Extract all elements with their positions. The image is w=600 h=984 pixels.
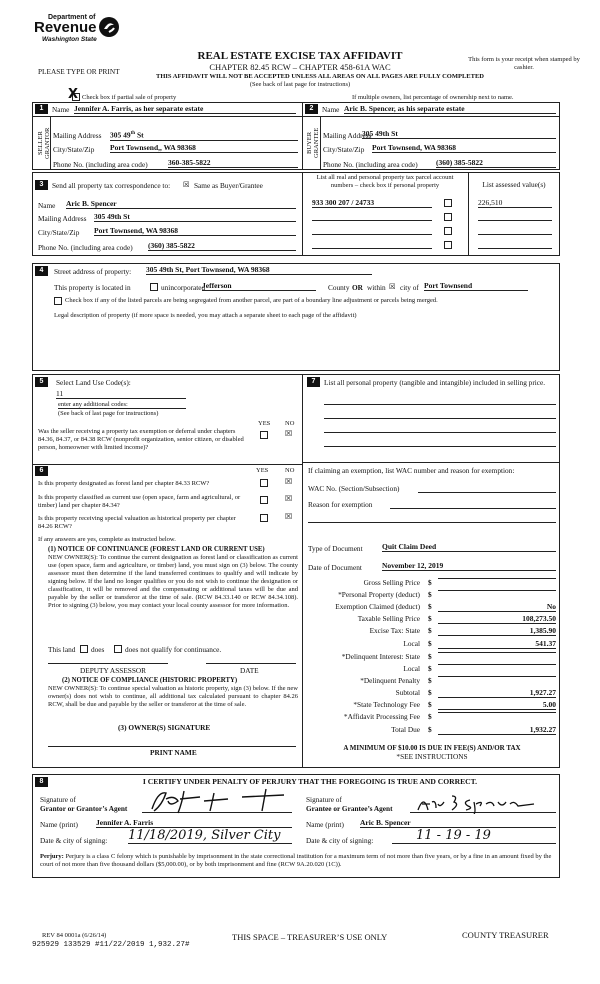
or-label: OR [352,283,363,292]
amounts-table [304,578,556,738]
amount-value [438,590,556,591]
forest-yes-checkbox[interactable] [260,479,268,487]
unincorporated-checkbox[interactable] [150,283,158,291]
county-label: County [328,283,350,292]
warning-text: THIS AFFIDAVIT WILL NOT BE ACCEPTED UNLESS ALL AREAS ON ALL PAGES ARE FULLY COMPLETED [156,73,484,80]
section-1-number: 1 [35,104,48,114]
grantor-date-label: Date & city of signing: [40,836,108,845]
tax-city: Port Townsend, WA 98368 [94,226,296,236]
land-use-code: 11 [56,389,186,399]
notice-compliance-title: (2) NOTICE OF COMPLIANCE (HISTORIC PROPERTY) [62,677,238,684]
seller-phone: 360-385-5822 [168,158,298,168]
claim-exemption-label: If claiming an exemption, list WAC number and reason for exemption: [308,466,515,475]
s5-yes-header: YES [258,420,271,427]
tax-city-label: City/State/Zip [38,228,80,237]
parcel-1-checkbox[interactable] [444,199,452,207]
amount-label: Local [403,639,420,648]
tax-mail-label: Mailing Address [38,214,87,223]
amount-value: 1,385.90 [438,626,556,636]
amount-sym: $ [428,602,432,611]
rev-number: REV 84 0001a (6/26/14) [42,932,107,939]
grantor-date: 11/18/2019, Silver City [128,828,292,844]
amount-label: Gross Selling Price [363,578,420,587]
doc-date-label: Date of Document [308,563,362,572]
buyer-phone: (360) 385-5822 [436,158,556,168]
type-or-print: PLEASE TYPE OR PRINT [38,67,120,76]
minimum-fee-note: A MINIMUM OF $10.00 IS DUE IN FEE(S) AND/OR TAX [343,744,521,752]
amount-sym: $ [428,712,432,721]
forest-land-question: Is this property designated as forest land per chapter 84.33 RCW? [38,480,210,487]
exempt-yes-checkbox[interactable] [260,431,268,439]
amount-value [438,676,556,677]
assessed-1: 226,510 [478,198,552,208]
amount-label: *Delinquent Penalty [360,676,420,685]
section-2-number: 2 [305,104,318,114]
notice-compliance-body: NEW OWNER(S): To continue special valuation as historic property, sign (3) below. If the new owner(s) does not wish to continue, all additional tax calculated pursuant to chapter 84.26 RCW, shall be due and payable by the seller or transferor at the time of sale. [48,685,298,708]
section-5-number: 5 [35,377,48,387]
notice-continuance-body: NEW OWNER(S): To continue the current designation as forest land or classification as current use (open space, farm and agriculture, or timber) land, you must sign on (3) below. The county assessor must then determine if the land transferred continues to qualify and will indicate by signing below. If the land no longer qualifies or you do not wish to continue the designation or classification, it will be removed and the compensating or additional taxes will be due and payable by the seller or transferor at the time of sale. (RCW 84.33.140 or RCW 84.34.108). Prior to signing (3) below, you may contact your local county assessor for more information. [48,554,298,609]
buyer-phone-label: Phone No. (including area code) [323,160,418,169]
amount-value: 541.37 [438,639,556,649]
if-yes-note: If any answers are yes, complete as instructed below. [38,536,176,543]
doc-date: November 12, 2019 [382,561,556,571]
county-treasurer-label: COUNTY TREASURER [462,930,549,940]
grantee-name-label: Name (print) [306,820,344,829]
buyer-mail: 305 49th St [362,129,556,139]
amount-sym: $ [428,626,432,635]
seller-city-label: City/State/Zip [53,145,95,154]
perjury-text: Perjury is a class C felony which is punishable by imprisonment in the state correctional institution for a maximum term of not more than five years, or by a fine in an amount fixed by the court of not more than five thousand dollars ($5,000.00), or by both imprisonment and fine (RCW 9A.20.020 (1C)). [40,853,552,868]
seller-name: Jennifer A. Farris, as her separate estate [74,104,296,114]
tax-name: Aric B. Spencer [66,199,296,209]
grantor-sig-label-1: Signature of [40,795,76,804]
grantee-sig-label-2: Grantee or Grantee’s Agent [306,804,393,813]
amount-label: *Affidavit Processing Fee [343,712,420,721]
amount-label: Total Due [391,725,420,734]
buyer-name: Aric B. Spencer, as his separate estate [344,104,556,114]
parcel-3-checkbox[interactable] [444,227,452,235]
amount-label: Taxable Selling Price [357,614,420,623]
additional-codes-label: enter any additional codes: [58,401,128,408]
located-label: This property is located in [54,283,131,292]
amount-value: 5.00 [438,700,556,710]
seller-city: Port Townsend,, WA 98368 [110,143,298,153]
amount-value [438,664,556,665]
personal-property-label: List all personal property (tangible and intangible) included in selling price. [324,378,546,387]
amount-value [438,712,556,713]
amount-label: *Delinquent Interest: State [341,652,420,661]
grantee-date: 11 - 19 - 19 [392,828,556,844]
seller-phone-label: Phone No. (including area code) [53,160,148,169]
partial-sale-label: Check box if partial sale of property [82,94,177,101]
seller-name-label: Name [52,105,70,114]
amount-value: 108,273.50 [438,614,556,624]
amount-value [438,652,556,653]
amount-sym: $ [428,590,432,599]
receipt-note: This form is your receipt when stamped by cashier. [468,56,580,71]
amount-sym: $ [428,639,432,648]
amount-sym: $ [428,725,432,734]
seller-mail-label: Mailing Address [53,131,102,140]
amount-value: 1,932.27 [438,725,556,735]
historic-no-checkbox[interactable]: ☒ [285,512,293,521]
perjury-statement [40,853,556,869]
forest-no-checkbox[interactable]: ☒ [285,477,293,486]
land-use-see-back: (See back of last page for instructions) [58,410,159,417]
amount-label: Subtotal [395,688,420,697]
legal-description-label: Legal description of property (if more space is needed, you may attach a separate sheet to each page of the affidavit) [54,312,357,319]
reason-label: Reason for exemption [308,500,373,509]
amount-sym: $ [428,578,432,587]
grantee-name: Aric B. Spencer [360,818,556,828]
section-7-number: 7 [307,377,320,387]
parcel-4-checkbox[interactable] [444,241,452,249]
amount-label: *State Technology Fee [353,700,420,709]
date-label: DATE [240,666,259,675]
amount-label: Excise Tax: State [369,626,420,635]
land-use-label: Select Land Use Code(s): [56,378,131,387]
parcel-2-checkbox[interactable] [444,213,452,221]
does-label: does [91,645,105,654]
city-of-label: city of [400,283,419,292]
doc-type: Quit Claim Deed [382,542,556,552]
buyer-mail-label: Mailing Address [323,131,372,140]
this-land-label: This land [48,645,76,654]
buyer-city-label: City/State/Zip [323,145,365,154]
amount-value [438,578,556,579]
amount-value: No [438,602,556,612]
treasurer-use-label: THIS SPACE – TREASURER’S USE ONLY [232,932,388,942]
owner-signature-label: (3) OWNER(S) SIGNATURE [118,723,211,732]
seller-side-label: SELLER GRANTOR [37,127,51,159]
amount-sym: $ [428,664,432,673]
partial-sale-mark: X [68,87,79,102]
county-name: Jefferson [202,281,316,291]
buyer-name-label: Name [322,105,340,114]
certify-statement: I CERTIFY UNDER PENALTY OF PERJURY THAT THE FOREGOING IS TRUE AND CORRECT. [142,777,478,786]
section-8-number: 8 [35,777,48,787]
city-name: Port Townsend [424,281,528,291]
does-checkbox[interactable] [80,645,88,653]
grantee-date-label: Date & city of signing: [306,836,374,845]
seller-mail: 305 49th St [110,129,298,141]
within-label: within [367,283,386,292]
grantor-sig-label-2: Grantor or Grantor’s Agent [40,804,128,813]
amount-label: *Personal Property (deduct) [338,590,420,599]
grantee-sig-label-1: Signature of [306,795,342,804]
city-checkbox[interactable]: ☒ [389,282,396,291]
exempt-no-checkbox[interactable]: ☒ [285,429,293,438]
deputy-assessor-label: DEPUTY ASSESSOR [80,666,147,675]
amount-sym: $ [428,688,432,697]
amount-sym: $ [428,700,432,709]
dor-logo [34,14,124,48]
logo-revenue: Revenue [34,19,97,36]
exemption-question: Was the seller receiving a property tax exemption or deferral under chapters 84.36, 84.37, or 84.38 RCW (nonprofit organization, senior citizen, or disabled person, homeowner with limited income)? [38,428,244,451]
amount-label: Local [403,664,420,673]
grantee-signature-icon [414,792,556,814]
grantor-signature-icon [144,787,294,815]
amount-sym: $ [428,676,432,685]
segregated-label: Check box if any of the listed parcels are being segregated from another parcel, are part of a boundary line adjustment or parcels being merged. [65,297,438,304]
s5-no-header: NO [285,420,295,427]
form-title: REAL ESTATE EXCISE TAX AFFIDAVIT [197,50,403,62]
historic-yes-checkbox[interactable] [260,514,268,522]
same-as-buyer-label: Same as Buyer/Grantee [194,181,263,190]
perjury-label: Perjury: [40,853,64,860]
section-4-number: 4 [35,266,48,276]
current-use-yes-checkbox[interactable] [260,496,268,504]
s6-no-header: NO [285,467,295,474]
section-6-number: 6 [35,466,48,476]
multi-owner-note: If multiple owners, list percentage of ownership next to name. [352,94,514,101]
amount-value: 1,927.27 [438,688,556,698]
grantor-name-label: Name (print) [40,820,78,829]
assessed-header: List assessed value(s) [482,180,546,189]
tax-phone: (360) 385-5822 [148,241,296,251]
tax-name-label: Name [38,201,56,210]
print-name-label: PRINT NAME [150,748,197,757]
unincorporated-label: unincorporated [161,283,206,292]
logo-state: Washington State [42,36,97,43]
section-3-number: 3 [35,180,48,190]
grantor-name: Jennifer A. Farris [96,818,292,828]
form-subtitle: CHAPTER 82.45 RCW – CHAPTER 458-61A WAC [209,62,391,72]
segregated-checkbox[interactable] [54,297,62,305]
buyer-city: Port Townsend, WA 98368 [372,143,556,153]
tax-phone-label: Phone No. (including area code) [38,243,133,252]
does-not-label: does not qualify for continuance. [125,645,222,654]
same-as-buyer-checkbox[interactable]: ☒ [183,180,190,189]
parcel-1: 933 300 207 / 24733 [312,198,432,208]
wac-label: WAC No. (Section/Subsection) [308,484,400,493]
doc-type-label: Type of Document [308,544,363,553]
street-address: 305 49th St, Port Townsend, WA 98368 [146,265,372,275]
amount-sym: $ [428,614,432,623]
cashier-stamp: 925929 133529 #11/22/2019 1,932.27# [32,941,190,949]
logo-swirl-icon [98,16,120,38]
does-not-checkbox[interactable] [114,645,122,653]
historic-question: Is this property receiving special valuation as historical property per chapter 84.26 RCW? [38,515,236,530]
see-instructions-note: *SEE INSTRUCTIONS [396,752,468,761]
notice-continuance-title: (1) NOTICE OF CONTINUANCE (FOREST LAND OR CURRENT USE) [48,546,265,553]
s6-yes-header: YES [256,467,269,474]
tax-mail: 305 49th St [94,212,296,222]
logo-dept: Department of [48,14,96,21]
current-use-question: Is this property classified as current use (open space, farm and agricultural, or timber) land per chapter 84.34? [38,494,241,509]
current-use-no-checkbox[interactable]: ☒ [285,494,293,503]
buyer-side-label: BUYER GRANTEE [306,127,320,159]
amount-sym: $ [428,652,432,661]
see-back-text: (See back of last page for instructions) [249,81,351,88]
parcels-header: List all real and personal property tax parcel account numbers – check box if personal property [316,174,454,189]
amount-label: Exemption Claimed (deduct) [335,602,420,611]
street-label: Street address of property: [54,267,132,276]
tax-corr-label: Send all property tax correspondence to: [52,181,171,190]
